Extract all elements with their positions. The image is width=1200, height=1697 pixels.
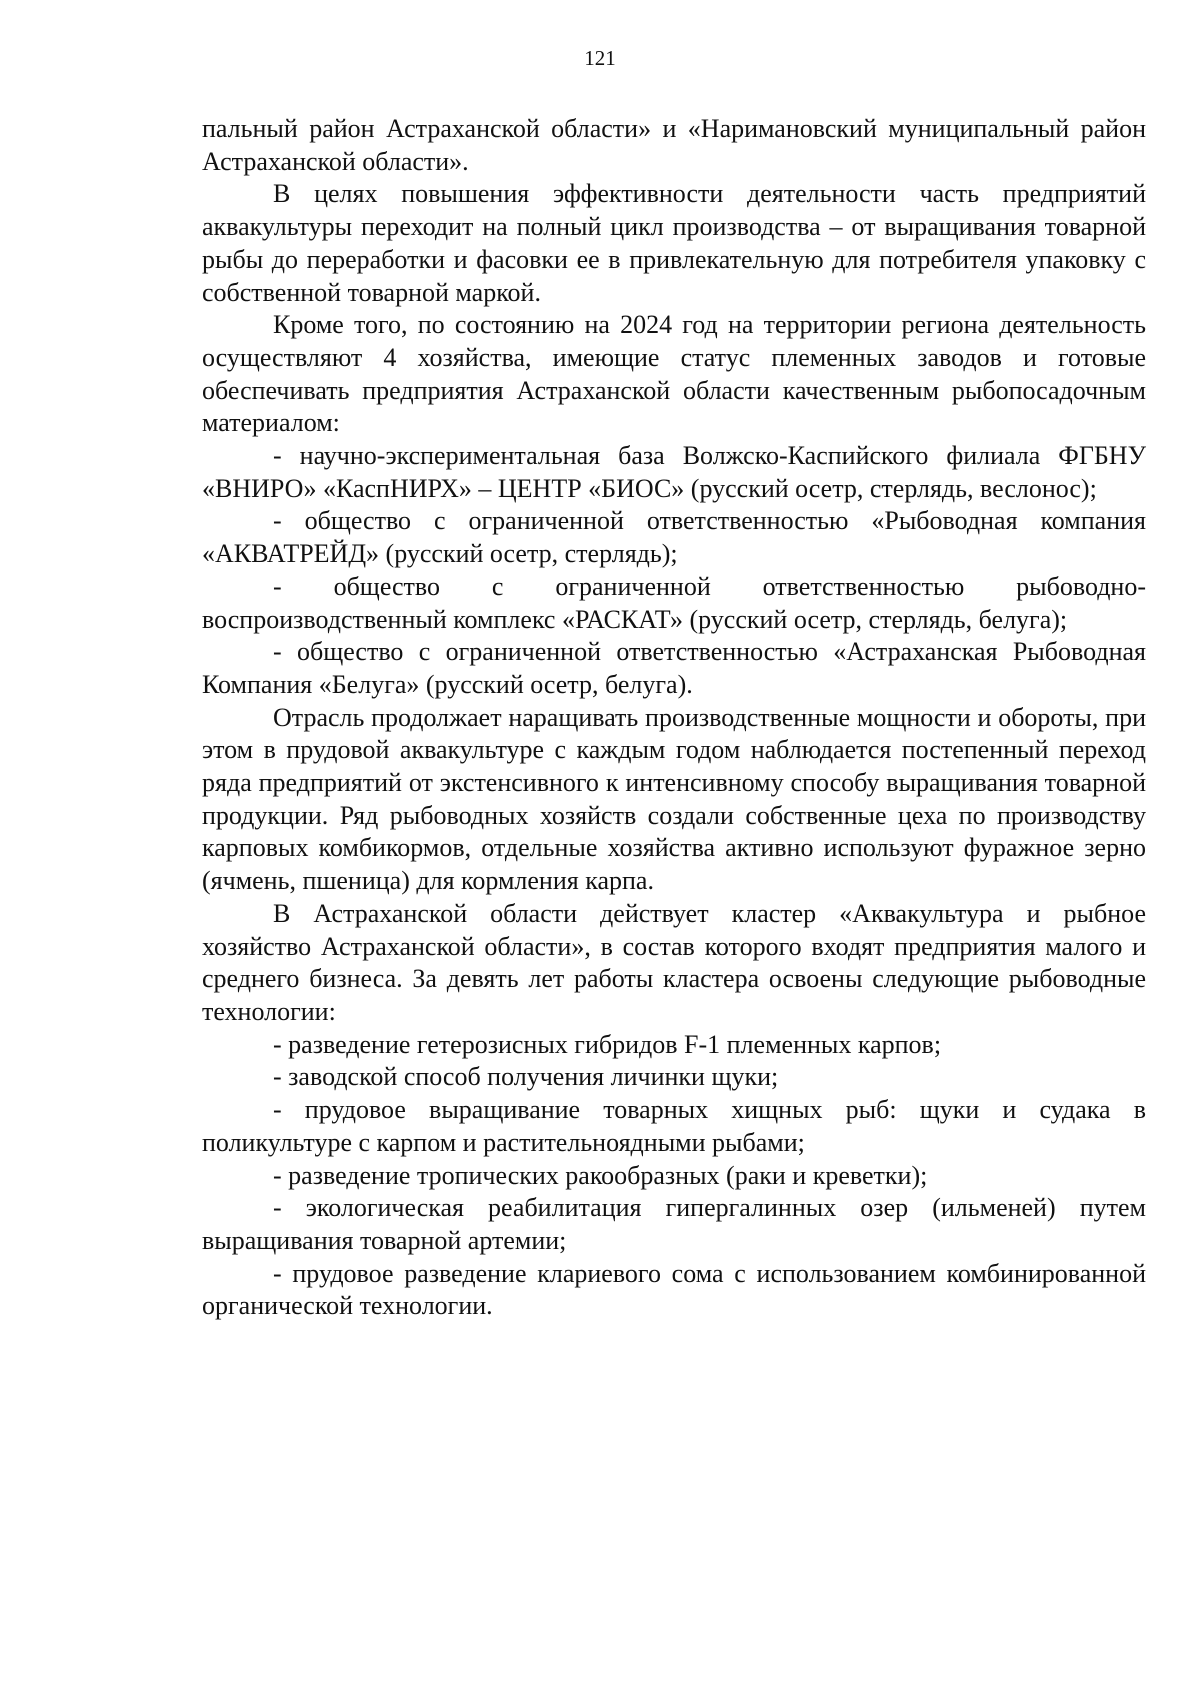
list-item-carp-hybrids: - разведение гетерозисных гибридов F-1 племенных карпов; <box>273 1029 942 1059</box>
paragraph-cluster: В Астраханской области действует кластер «Аквакультура и рыбное хозяйство Астраханской области», в состав которого входят предприятия малого и среднего бизнеса. За девять лет работы кластера освоены следующие рыбоводные технологии: <box>202 898 1146 1026</box>
list-item-catfish: - прудовое разведение клариевого сома с использованием комбинированной органической технологии. <box>202 1258 1146 1321</box>
paragraph-breeding-farms: Кроме того, по состоянию на 2024 год на территории региона деятельность осуществляют 4 хозяйства, имеющие статус племенных заводов и готовые обеспечивать предприятия Астраханской области качественным рыбопосадочным материалом: <box>202 310 1146 438</box>
paragraph-continuation: пальный район Астраханской области» и «Наримановский муниципальный район Астраханской области». <box>202 114 1146 176</box>
list-item-beluga: - общество с ограниченной ответственностью «Астраханская Рыбоводная Компания «Белуга» (русский осетр, белуга). <box>202 637 1146 699</box>
list-item-raskat: - общество с ограниченной ответственностью рыбоводно-воспроизводственный комплекс «РАСКАТ» (русский осетр, стерлядь, белуга); <box>202 571 1146 634</box>
list-item-predatory-fish: - прудовое выращивание товарных хищных рыб: щуки и судака в поликультуре с карпом и растительноядными рыбами; <box>202 1095 1146 1157</box>
list-item-akvatreid: - общество с ограниченной ответственностью «Рыбоводная компания «АКВАТРЕЙД» (русский осетр, стерлядь); <box>202 506 1146 569</box>
list-item-crustaceans: - разведение тропических ракообразных (раки и креветки); <box>273 1160 928 1190</box>
list-item-pike-larvae: - заводской способ получения личинки щуки; <box>273 1062 779 1092</box>
paragraph-industry-growth: Отрасль продолжает наращивать производственные мощности и обороты, при этом в прудовой аквакультуре с каждым годом наблюдается постепенный переход ряда предприятий от экстенсивного к интенсивному способу выращивания товарной продукции. Ряд рыбоводных хозяйств создали собственные цеха по производству карповых комбикормов, отдельные хозяйства активно используют фуражное зерно (ячмень, пшеница) для кормления карпа. <box>202 702 1146 896</box>
document-body <box>202 113 1146 1323</box>
list-item-artemia: - экологическая реабилитация гипергалинных озер (ильменей) путем выращивания товарной артемии; <box>202 1193 1146 1255</box>
paragraph-full-cycle: В целях повышения эффективности деятельности часть предприятий аквакультуры переходит на полный цикл производства – от выращивания товарной рыбы до переработки и фасовки ее в привлекательную для потребителя упаковку с собственной товарной маркой. <box>202 179 1146 307</box>
list-item-bios-center: - научно-экспериментальная база Волжско-Каспийского филиала ФГБНУ «ВНИРО» «КаспНИРХ» – ЦЕНТР «БИОС» (русский осетр, стерлядь, веслонос); <box>202 441 1146 503</box>
page-number: 121 <box>584 46 616 70</box>
